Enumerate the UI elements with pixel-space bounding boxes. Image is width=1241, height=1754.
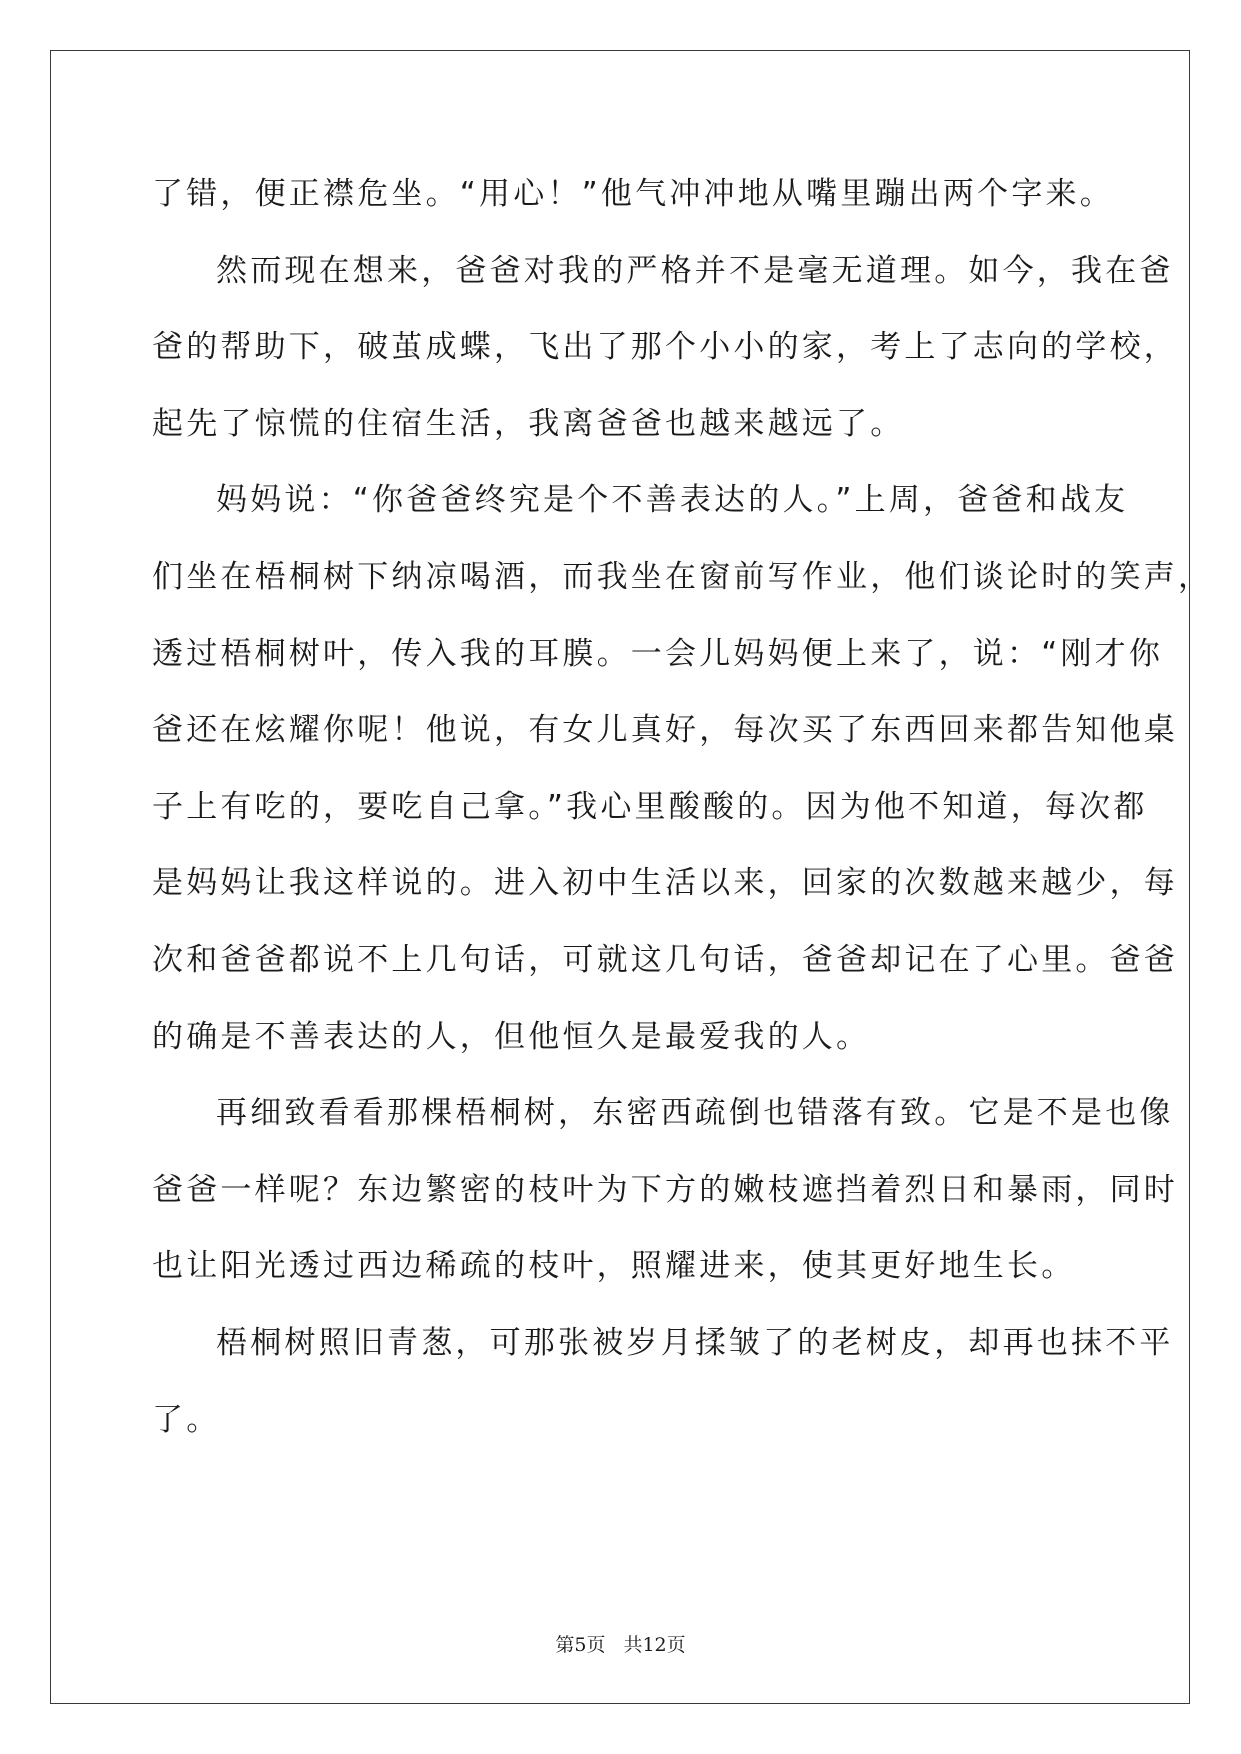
text-line: 透过梧桐树叶，传入我的耳膜。一会儿妈妈便上来了，说：“刚才你 bbox=[152, 635, 1164, 672]
text-line: 也让阳光透过西边稀疏的枝叶，照耀进来，使其更好地生长。 bbox=[152, 1248, 1076, 1285]
text-line: 次和爸爸都说不上几句话，可就这几句话，爸爸却记在了心里。爸爸 bbox=[152, 941, 1178, 978]
text-line: 妈妈说：“你爸爸终究是个不善表达的人。”上周，爸爸和战友 bbox=[216, 482, 1129, 519]
page-footer bbox=[0, 1630, 1241, 1657]
text-line: 爸的帮助下，破茧成蝶，飞出了那个小小的家，考上了志向的学校， bbox=[152, 329, 1178, 366]
text-line: 了错，便正襟危坐。“用心！”他气冲冲地从嘴里蹦出两个字来。 bbox=[152, 176, 1114, 212]
page-total: 共12页 bbox=[623, 1634, 686, 1656]
text-line: 的确是不善表达的人，但他恒久是最爱我的人。 bbox=[152, 1018, 871, 1055]
text-line: 是妈妈让我这样说的。进入初中生活以来，回家的次数越来越少，每 bbox=[152, 865, 1178, 902]
page-number: 第5页 bbox=[555, 1634, 606, 1656]
text-line: 然而现在想来，爸爸对我的严格并不是毫无道理。如今，我在爸 bbox=[216, 252, 1174, 289]
document-body bbox=[152, 156, 1213, 1458]
text-line: 再细致看看那棵梧桐树，东密西疏倒也错落有致。它是不是也像 bbox=[216, 1095, 1174, 1132]
text-line: 爸还在炫耀你呢！他说，有女儿真好，每次买了东西回来都告知他桌 bbox=[152, 712, 1178, 749]
text-line: 梧桐树照旧青葱，可那张被岁月揉皱了的老树皮，却再也抹不平 bbox=[216, 1324, 1174, 1361]
text-line: 起先了惊慌的住宿生活，我离爸爸也越来越远了。 bbox=[152, 405, 905, 442]
text-line: 了。 bbox=[152, 1401, 221, 1438]
text-line: 子上有吃的，要吃自己拿。”我心里酸酸的。因为他不知道，每次都 bbox=[152, 788, 1148, 825]
text-line: 们坐在梧桐树下纳凉喝酒，而我坐在窗前写作业，他们谈论时的笑声， bbox=[152, 558, 1213, 595]
text-line: 爸爸一样呢？东边繁密的枝叶为下方的嫩枝遮挡着烈日和暴雨，同时 bbox=[152, 1171, 1178, 1208]
